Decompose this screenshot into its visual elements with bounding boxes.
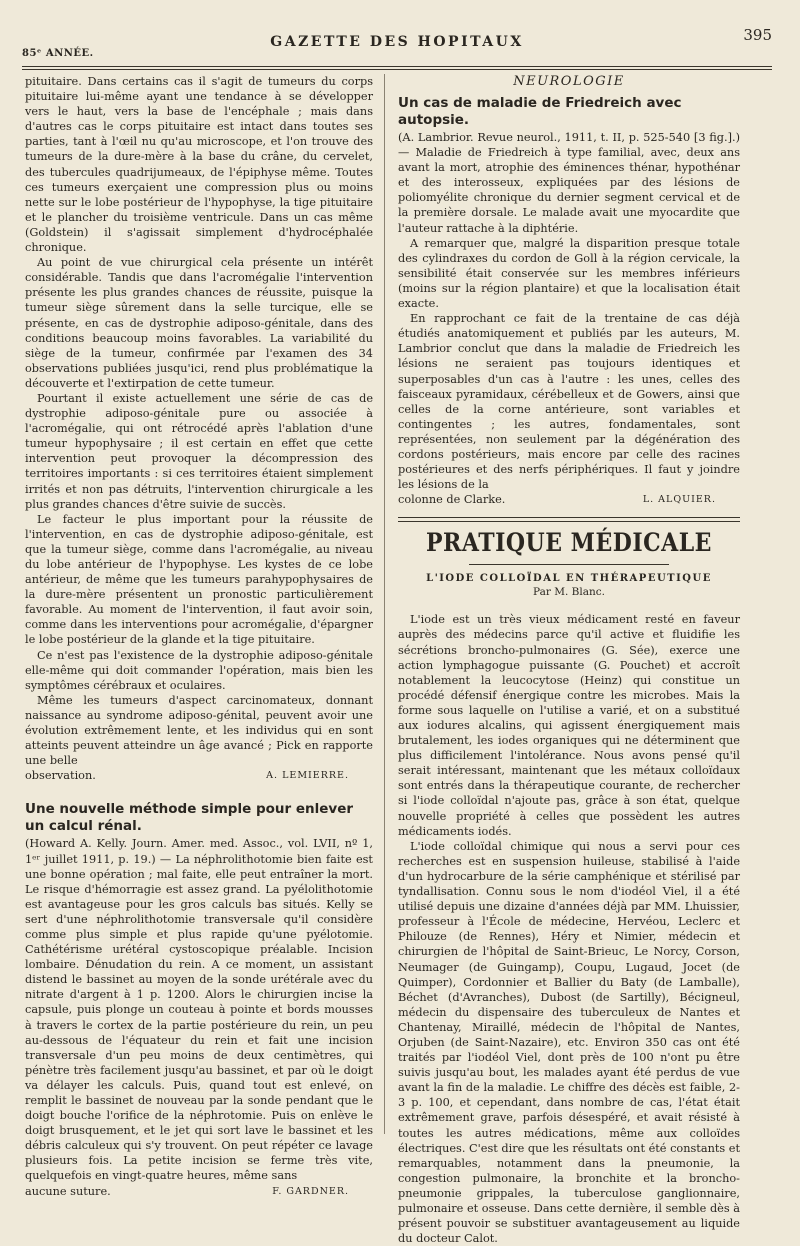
section-heading: PRATIQUE MÉDICALE bbox=[426, 528, 712, 559]
journal-title: GAZETTE DES HOPITAUX bbox=[270, 34, 524, 50]
signature-line bbox=[398, 492, 740, 507]
paragraph: Même les tumeurs d'aspect carcinomateux, donnant naissance au syndrome adiposo-génital, peuvent avoir une évolution extrêmement lente, et les individus qui en sont atteints peuvent atteindre un âge avancé ; Pick en rapporte une belle bbox=[25, 693, 373, 768]
right-column bbox=[398, 74, 740, 1246]
paragraph: pituitaire. Dans certains cas il s'agit de tumeurs du corps pituitaire lui-même ayant une tendance à se développer vers le haut, vers la base de l'encéphale ; mais dans d'autres cas le corps pituitaire est intact dans toutes ses parties, tant à l'œil nu qu'au microscope, et l'on trouve des tumeurs de la dure-mère à la base du crâne, du cervelet, des tubercules quadrijumeaux, de l'épiphyse même. Toutes ces tumeurs exerçaient une compression plus ou moins nette sur le lobe postérieur de l'hypophyse, la tige pituitaire et le plancher du troisième ventricule. Dans un cas même (Goldstein) il s'agissait simplement d'hydrocéphalée chronique. bbox=[25, 75, 373, 255]
paragraph: Au point de vue chirurgical cela présente un intérêt considérable. Tandis que dans l'acromégalie l'intervention présente les plus grandes chances de réussite, puisque la tumeur siège sûrement dans la selle turcique, elle se présente, en cas de dystrophie adiposo-génitale, dans des conditions beaucoup moins favorables. La variabilité du siège de la tumeur, confirmée par l'examen des 34 observations publiées jusqu'ici, rend plus problématique la découverte et l'extirpation de cette tumeur. bbox=[25, 256, 373, 390]
author-signature: L. ALQUIER. bbox=[642, 494, 716, 506]
signature-last-words: aucune suture. bbox=[25, 1184, 111, 1198]
header-rule-secondary bbox=[22, 69, 772, 70]
paragraph: L'iode est un très vieux médicament resté en faveur auprès des médecins parce qu'il active et fluidifie les sécrétions broncho-pulmonaires (G. Sée), exerce une action lymphagogue puissante (G. Pouchet) et accroît notablement la leucocytose (Heinz) qui constitue un procédé défensif énergique contre les microbes. Mais la forme sous laquelle on l'utilise a varié, et on a substitué aux iodures alcalins, qui agissent énergiquement mais brutalement, les iodes organiques qui ne déterminent que plus difficilement l'intolérance. Nous avons pensé qu'il serait intéressant, maintenant que les métaux colloïdaux sont entrés dans la thérapeutique courante, de rechercher si l'iode colloïdal n'ajoute pas, grâce à son état, quelque nouvelle propriété à celles que possèdent les autres médicaments iodés. bbox=[398, 613, 740, 838]
signature-last-words: observation. bbox=[25, 769, 96, 783]
page-number: 395 bbox=[743, 26, 772, 44]
article-reference: (Howard A. Kelly. Journ. Amer. med. Assoc., vol. LVII, nº 1, 1ᵉʳ juillet 1911, p. 19.) — bbox=[25, 837, 373, 866]
paragraph: L'iode colloïdal chimique qui nous a servi pour ces recherches est en suspension huileuse, stabilisé à l'aide d'un hydrocarbure de la série camphénique et stérilisé par tyndallisation. Connu sous le nom d'iodéol Viel, il a été utilisé depuis une dizaine d'années déjà par MM. Lhuissier, professeur à l'École de médecine, Hervéou, Leclerc et Philouze (de Rennes), Héry et Nimier, médecin et chirurgien de l'hôpital de Saint-Brieuc, Le Norcy, Corson, Neumager (de Guingamp), Coupu, Lugaud, Jocet (de Quimper), Cordonnier et Ballier du Baty (de Lamballe), Béchet (d'Avranches), Dubost (de Sartilly), Bécigneul, médecin du dispensaire des tuberculeux de Nantes et Chantenay, Miraillé, médecin de l'hôpital de Nantes, Orjuben (de Saint-Nazaire), etc. Environ 350 cas ont été traités par l'iodéol Viel, dont près de 100 n'ont pu être suivis jusqu'au bout, les malades ayant été perdus de vue avant la fin de la maladie. Le chiffre des décès est faible, 2-3 p. 100, et cependant, dans nombre de cas, l'état était extrêmement grave, parfois désespéré, et avait résisté à toutes les autres médications, même aux colloïdes électriques. C'est dire que les résultats ont été constants et remarquables, notamment dans la pneumonie, la congestion pulmonaire, la bronchite et la broncho-pneumonie grippales, la tuberculose ganglionnaire, pulmonaire et osseuse. Dans cette dernière, il semble dès à présent pouvoir se substituer avantageusement au liquide du docteur Calot. bbox=[398, 839, 740, 1246]
page-header bbox=[22, 26, 772, 66]
column-divider bbox=[384, 74, 385, 1134]
paragraph: Le facteur le plus important pour la réussite de l'intervention, en cas de dystrophie adiposo-génitale, est que la tumeur siège, comme dans l'acromégalie, au niveau du lobe antérieur de l'hypophyse. Les kystes de ce lobe antérieur, de même que les tumeurs parahypophysaires de la dure-mère présentent un pronostic particulièrement favorable. Au moment de l'intervention, il faut avoir soin, comme dans les interventions pour acromégalie, d'épargner le lobe postérieur de la glande et la tige pituitaire. bbox=[25, 512, 373, 647]
article-text: La néphrolithotomie bien faite est une bonne opération ; mal faite, elle peut entraîner la mort. Le risque d'hémorragie est assez grand. La pyélolithotomie est avantageuse pour les gros calculs bas situés. Kelly se sert d'une néphrolithotomie transversale qu'il considère comme plus simple et plus rapide qu'une pyélotomie. Cathétérisme urétéral cystoscopique préalable. Incision lombaire. Dénudation du rein. A ce moment, un assistant distend le bassinet au moyen de la sonde urétérale avec du nitrate d'argent à 1 p. 1200. Alors le chirurgien incise la capsule, puis plonge un couteau à pointe et bords mousses à travers le cortex de la partie postérieure du rein, un peu au-dessous de l'équateur du rein et fait une incision transversale d'un peu moins de deux centimètres, qui pénètre très facilement jusqu'au bassinet, et par où le doigt va délayer les calculs. Puis, quand tout est enlevé, on remplit le bassinet de nouveau par la sonde pendant que le doigt bouche l'orifice de la néphrotomie. Puis on enlève le doigt brusquement, et le jet qui sort lave le bassinet et les débris calculeux qui s'y trouvent. On peut répéter ce lavage plusieurs fois. La petite incision se ferme très vite, quelquefois en vingt-quatre heures, même sans bbox=[25, 852, 373, 1183]
article-reference: (A. Lambrior. Revue neurol., 1911, t. II, p. 525-540 [3 fig.].) — bbox=[398, 131, 740, 160]
article-body bbox=[398, 130, 740, 236]
article-text: Maladie de Friedreich à type familial, avec, deux ans avant la mort, atrophie des éminences thénar, hypothénar et des interosseux, expliquées par des lésions de poliomyélite chronique du dernier segment cervical et de la première dorsale. Le malade avait une myocardite que l'auteur rattache à la diphtérie. bbox=[398, 146, 741, 235]
section-underline bbox=[469, 564, 669, 565]
signature-last-words: colonne de Clarke. bbox=[398, 493, 506, 507]
signature-line bbox=[25, 768, 373, 783]
article-subtitle: L'IODE COLLOÏDAL EN THÉRAPEUTIQUE bbox=[426, 573, 712, 585]
rubric-heading: NEUROLOGIE bbox=[513, 74, 625, 89]
left-column bbox=[25, 74, 373, 1199]
paragraph: Pourtant il existe actuellement une série de cas de dystrophie adiposo-génitale pure ou associée à l'acromégalie, qui ont rétrocédé après l'ablation d'une tumeur hypophysaire ; il est certain en effet que cette intervention peut provoquer la décompression des territoires importants : si ces territoires étaient simplement irrités et non pas détruits, l'intervention chirurgicale a les plus grandes chances d'être suivie de succès. bbox=[25, 391, 373, 511]
section-separator bbox=[398, 517, 740, 522]
signature-line bbox=[25, 1184, 373, 1199]
author-signature: A. LEMIERRE. bbox=[266, 770, 349, 782]
paragraph: A remarquer que, malgré la disparition presque totale des cylindraxes du cordon de Goll à la région cervicale, la sensibilité était conservée sur les membres inférieurs (moins sur la région plantaire) et que la localisation était exacte. bbox=[398, 236, 740, 311]
paragraph: En rapprochant ce fait de la trentaine de cas déjà étudiés anatomiquement et publiés par les auteurs, M. Lambrior conclut que dans la maladie de Friedreich les lésions ne seraient pas toujours identiques et superposables d'un cas à l'autre : les unes, celles des faisceaux pyramidaux, cérébelleux et de Gowers, ainsi que celles de la corne antérieure, sont variables et contingentes ; les autres, fondamentales, sont représentées, non seulement par la dégénération des cordons postérieurs, mais encore par celle des racines postérieures et des nerfs périphériques. Il faut y joindre les lésions de la bbox=[398, 312, 740, 492]
article-title: Une nouvelle méthode simple pour enlever un calcul rénal. bbox=[25, 801, 354, 835]
article-title: Un cas de maladie de Friedreich avec autopsie. bbox=[398, 95, 682, 128]
paragraph: Ce n'est pas l'existence de la dystrophie adiposo-génitale elle-même qui doit commander l'opération, mais bien les symptômes cérébraux et oculaires. bbox=[25, 648, 373, 692]
article-author: Par M. Blanc. bbox=[533, 586, 605, 599]
header-rule bbox=[22, 66, 772, 67]
year-label: 85ᵉ ANNÉE. bbox=[22, 48, 94, 59]
article-body bbox=[25, 836, 373, 1183]
author-signature: F. GARDNER. bbox=[272, 1185, 349, 1197]
